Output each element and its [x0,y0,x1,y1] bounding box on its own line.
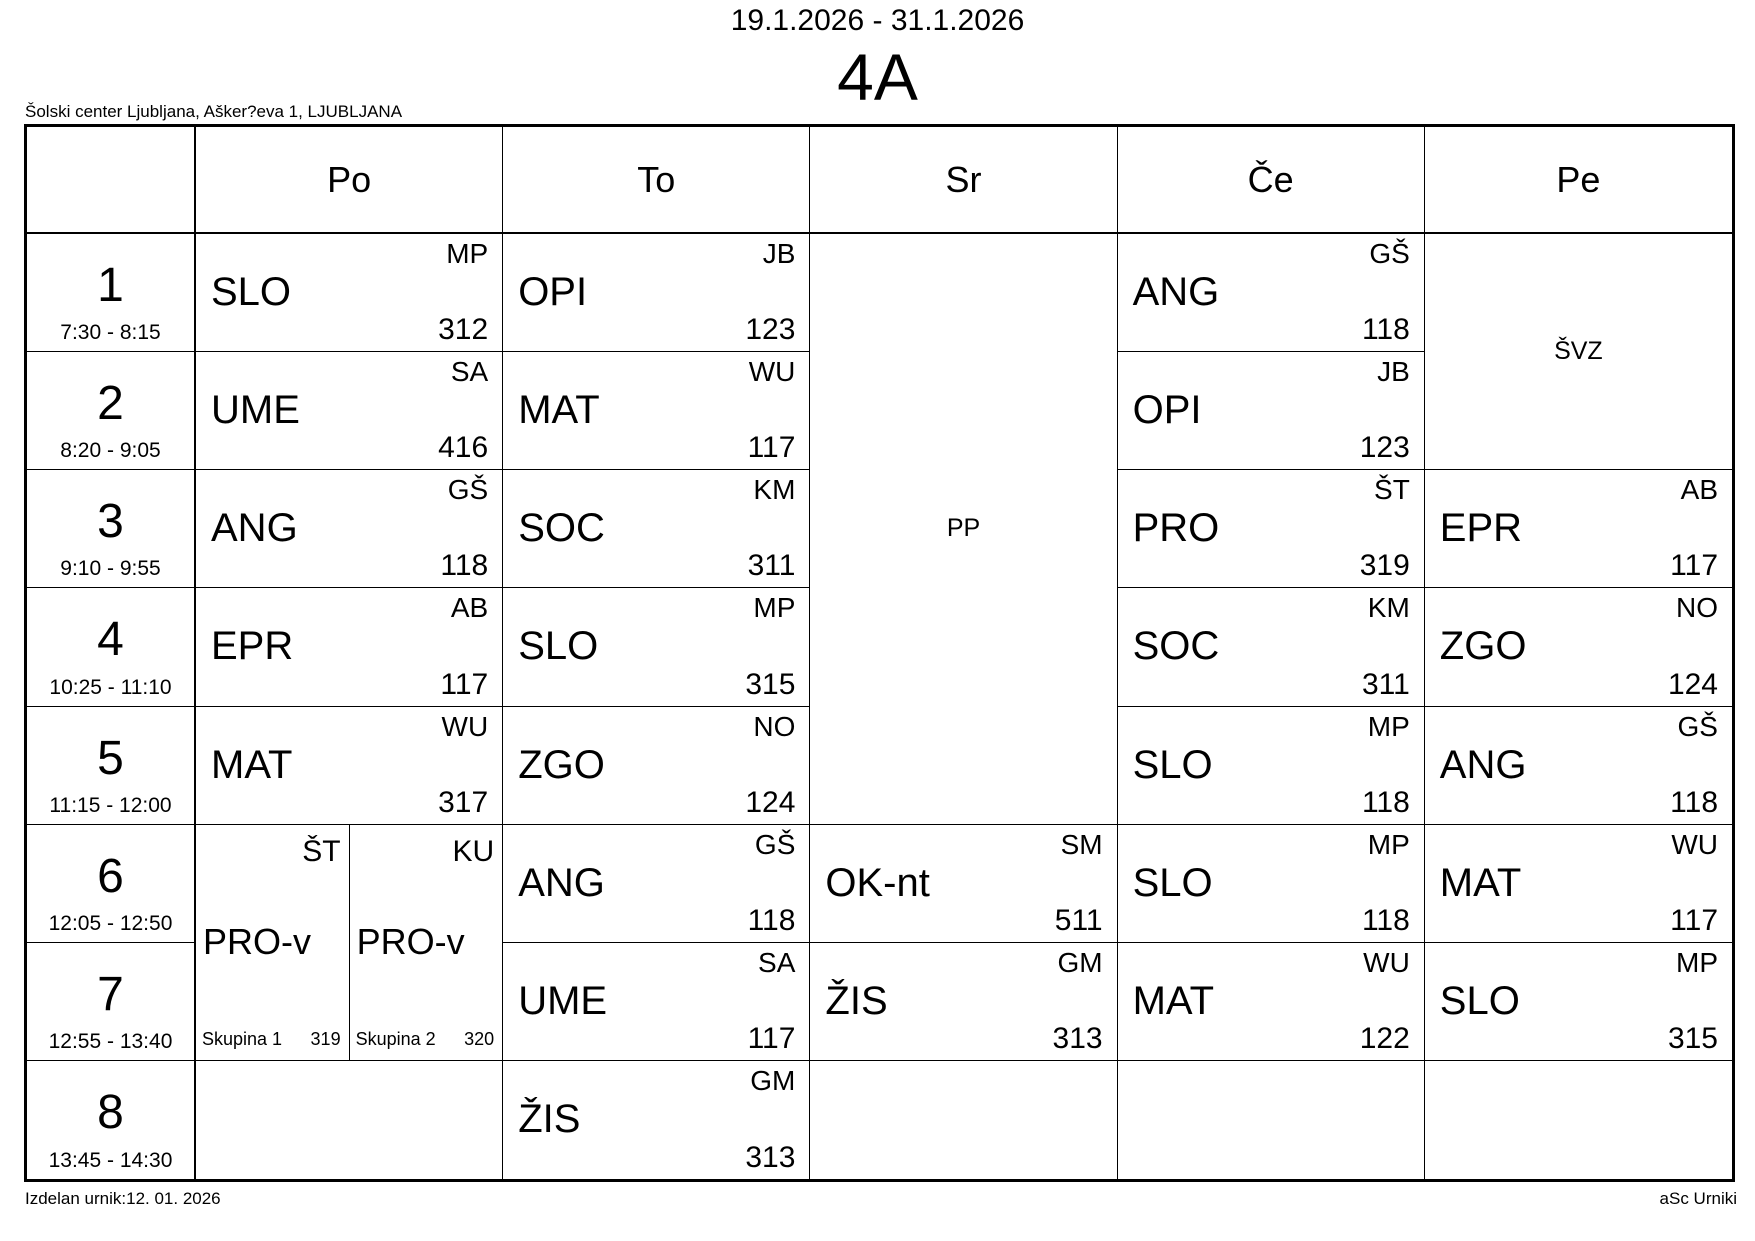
lesson-room: 118 [1361,785,1410,819]
created-date: Izdelan urnik:12. 01. 2026 [25,1189,221,1208]
lesson-subject: SOC [518,506,605,551]
lesson-subject: MAT [1439,860,1522,905]
lesson-room: 320 [464,1028,495,1049]
lesson-subject: ZGO [518,742,605,787]
lesson-pe-3[interactable] [1425,470,1732,588]
group-lesson-1[interactable] [196,825,349,1060]
lesson-subject: EPR [1439,506,1523,551]
period-number: 6 [97,849,124,903]
lesson-teacher: MP [1367,828,1410,860]
lesson-room: 117 [1670,549,1718,583]
lesson-subject: ŽIS [825,978,888,1023]
lesson-ce-6[interactable] [1118,825,1425,943]
period-number: 3 [97,495,124,549]
lesson-room: 118 [440,549,489,583]
lesson-ce-2[interactable] [1118,352,1425,470]
day-header-pe: Pe [1425,127,1732,234]
lesson-po-3[interactable] [196,470,503,588]
lesson-subject: MAT [518,388,600,433]
lesson-subject: SLO [518,624,599,669]
lesson-subject: PRO-v [203,920,311,962]
lesson-room: 124 [745,785,796,819]
lesson-room: 319 [1359,549,1410,583]
lesson-to-4[interactable] [503,588,810,706]
day-header-ce: Če [1118,127,1425,234]
period-time: 13:45 - 14:30 [48,1149,173,1172]
lesson-teacher: KM [1367,592,1410,624]
lesson-subject: SLO [1132,742,1213,787]
period-time: 9:10 - 9:55 [60,557,161,581]
period-number: 7 [97,967,124,1021]
empty-po-8 [196,1061,503,1179]
period-time: 12:05 - 12:50 [48,911,173,935]
lesson-subject: SLO [1132,860,1213,905]
lesson-room: 118 [747,903,796,937]
lesson-room: 313 [1052,1021,1103,1055]
lesson-teacher: WU [441,710,489,742]
period-number: 5 [97,731,124,785]
lesson-room: 118 [1361,313,1410,347]
lesson-teacher: GM [1057,946,1103,978]
lesson-subject: OK-nt [825,860,930,905]
lesson-subject: SOC [1132,624,1220,669]
lesson-teacher: JB [762,238,796,269]
period-1 [27,234,196,352]
school-address: Šolski center Ljubljana, Ašker?eva 1, LJUBLJANA [25,102,403,121]
lesson-teacher: SA [450,356,489,388]
software-credit: aSc Urniki [1659,1189,1737,1208]
lesson-teacher: NO [753,710,796,742]
lesson-room: 312 [438,313,489,347]
period-time: 7:30 - 8:15 [60,321,161,345]
lesson-subject: UME [518,978,608,1023]
lesson-teacher: MP [446,238,489,269]
lesson-teacher: MP [753,592,796,624]
day-header-po: Po [196,127,503,234]
empty-pe-8 [1425,1061,1732,1179]
lesson-po-5[interactable] [196,707,503,825]
lesson-po-6-7-split [196,825,503,1061]
block-pe-svz[interactable] [1425,234,1732,470]
timetable-grid [24,124,1735,1182]
class-name: 4A [837,40,918,114]
period-5 [27,707,196,825]
lesson-ce-1[interactable] [1118,234,1425,352]
period-time: 8:20 - 9:05 [60,439,161,463]
lesson-subject: MAT [1132,978,1215,1023]
empty-sr-8 [810,1061,1117,1179]
lesson-subject: MAT [211,742,293,787]
lesson-to-8[interactable] [503,1061,810,1179]
lesson-subject: ANG [211,506,298,551]
period-number: 8 [97,1085,124,1139]
lesson-po-4[interactable] [196,588,503,706]
period-2 [27,352,196,470]
lesson-teacher: MP [1676,946,1718,978]
lesson-room: 122 [1359,1021,1410,1055]
empty-ce-8 [1118,1061,1425,1179]
lesson-ce-5[interactable] [1118,707,1425,825]
lesson-pe-4[interactable] [1425,588,1732,706]
lesson-room: 315 [1667,1021,1718,1055]
lesson-teacher: SA [758,946,796,978]
lesson-teacher: WU [1363,946,1410,978]
lesson-po-2[interactable] [196,352,503,470]
lesson-room: 123 [745,313,796,347]
lesson-to-5[interactable] [503,707,810,825]
lesson-pe-6[interactable] [1425,825,1732,943]
lesson-teacher: SM [1060,828,1103,860]
period-7 [27,943,196,1061]
lesson-subject: UME [211,388,300,433]
lesson-subject: ANG [1132,270,1220,314]
lesson-teacher: MP [1367,710,1410,742]
lesson-subject: SLO [1439,978,1520,1023]
period-time: 11:15 - 12:00 [49,793,172,817]
lesson-ce-4[interactable] [1118,588,1425,706]
lesson-room: 511 [1054,903,1103,937]
period-number: 2 [97,377,124,431]
lesson-room: 123 [1359,431,1410,465]
group-name: Skupina 1 [202,1028,283,1049]
lesson-subject: ANG [518,860,605,905]
lesson-room: 313 [745,1141,796,1174]
lesson-subject: ŽIS [518,1096,581,1141]
period-8 [27,1061,196,1179]
lesson-teacher: GM [750,1064,796,1096]
lesson-room: 315 [745,667,796,701]
lesson-teacher: AB [1680,474,1718,506]
lesson-teacher: WU [1671,828,1718,860]
period-6 [27,825,196,943]
group-lesson-2[interactable] [349,825,503,1060]
period-time: 12:55 - 13:40 [48,1029,173,1053]
lesson-subject: ANG [1439,742,1527,787]
lesson-room: 311 [1361,667,1410,701]
period-number: 1 [97,259,124,312]
lesson-room: 416 [438,431,489,465]
block-label: PP [946,514,981,543]
lesson-to-2[interactable] [503,352,810,470]
lesson-sr-7[interactable] [810,943,1117,1061]
lesson-room: 117 [1670,903,1718,937]
lesson-teacher: GŠ [1677,710,1718,742]
lesson-teacher: WU [748,356,796,388]
date-range: 19.1.2026 - 31.1.2026 [730,4,1025,37]
lesson-to-6[interactable] [503,825,810,943]
lesson-room: 311 [747,549,796,583]
lesson-room: 118 [1670,785,1718,819]
lesson-room: 117 [440,667,489,701]
lesson-teacher: GŠ [754,828,796,860]
lesson-room: 117 [747,1021,796,1055]
lesson-subject: SLO [211,270,292,314]
lesson-ce-3[interactable] [1118,470,1425,588]
lesson-subject: OPI [1132,388,1202,433]
lesson-teacher: NO [1676,592,1718,624]
block-label: ŠVZ [1554,337,1603,366]
lesson-room: 319 [310,1028,341,1049]
group-name: Skupina 2 [355,1028,436,1049]
period-number: 4 [97,613,124,667]
lesson-teacher: ŠT [302,834,341,868]
lesson-to-7[interactable] [503,943,810,1061]
lesson-teacher: ŠT [1374,474,1410,506]
lesson-pe-5[interactable] [1425,707,1732,825]
lesson-room: 317 [438,785,489,819]
lesson-sr-6[interactable] [810,825,1117,943]
period-4 [27,588,196,706]
lesson-room: 124 [1667,667,1718,701]
lesson-po-1[interactable] [196,234,503,352]
lesson-teacher: KU [452,834,495,868]
lesson-subject: OPI [518,270,588,314]
lesson-subject: EPR [211,624,294,669]
lesson-teacher: JB [1377,356,1410,388]
lesson-pe-7[interactable] [1425,943,1732,1061]
lesson-teacher: GŠ [447,474,489,506]
period-time: 10:25 - 11:10 [49,675,172,699]
corner-cell [27,127,196,234]
lesson-subject: PRO [1132,506,1220,551]
lesson-to-3[interactable] [503,470,810,588]
day-header-sr: Sr [810,127,1117,234]
lesson-ce-7[interactable] [1118,943,1425,1061]
lesson-subject: ZGO [1439,624,1527,669]
lesson-teacher: GŠ [1369,238,1410,269]
lesson-to-1[interactable] [503,234,810,352]
block-sr-pp[interactable] [810,234,1117,825]
lesson-teacher: AB [450,592,489,624]
lesson-subject: PRO-v [356,920,465,962]
lesson-room: 117 [747,431,796,465]
lesson-teacher: KM [753,474,796,506]
day-header-to: To [503,127,810,234]
lesson-room: 118 [1361,903,1410,937]
period-3 [27,470,196,588]
